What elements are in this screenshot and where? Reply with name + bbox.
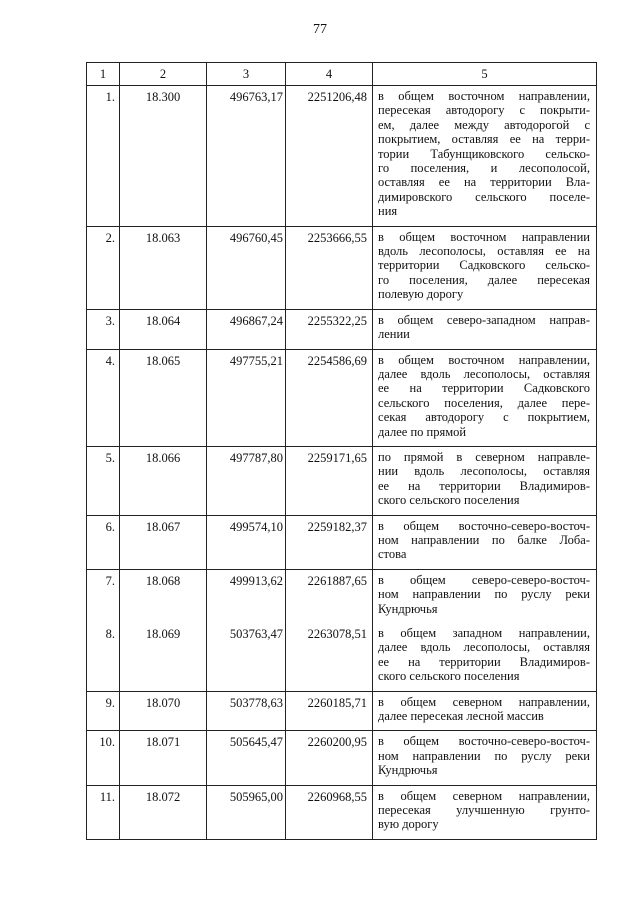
coordinate-y: 2260185,71 (286, 691, 373, 731)
point-id: 18.063 (120, 226, 207, 309)
description-line: секая автодорогу с покрытием, (378, 410, 590, 425)
column-header: 4 (286, 63, 373, 86)
row-number: 6. (87, 515, 120, 569)
table-row (87, 86, 597, 227)
boundary-description (373, 785, 597, 839)
table-row (87, 623, 597, 691)
description-line: пересекая автодорогу с покрыти- (378, 103, 590, 118)
description-line: Кундрючья (378, 763, 438, 778)
coordinate-x: 496760,45 (207, 226, 286, 309)
row-number: 4. (87, 349, 120, 446)
description-line: в общем северо-северо-восточ- (378, 572, 590, 587)
column-header: 2 (120, 63, 207, 86)
description-line: го поселения, и лесополосой, (378, 161, 590, 176)
description-line: в общем северном направлении, (378, 694, 590, 709)
description-line: ского сельского поселения (378, 493, 520, 508)
description-line: Кундрючья (378, 601, 438, 616)
boundary-description-table (86, 62, 597, 840)
table-header-row (87, 63, 597, 86)
table-row (87, 226, 597, 309)
table-row (87, 349, 597, 446)
row-number: 2. (87, 226, 120, 309)
coordinate-y: 2263078,51 (286, 623, 373, 691)
description-line: в общем восточном направлении (378, 229, 590, 244)
description-line: ее на территории Владимиров- (378, 654, 590, 669)
description-line: по прямой в северном направле- (378, 449, 590, 464)
point-id: 18.065 (120, 349, 207, 446)
description-line: в общем восточно-северо-восточ- (378, 734, 590, 749)
point-id: 18.071 (120, 731, 207, 785)
description-line: в общем восточно-северо-восточ- (378, 518, 590, 533)
row-number: 7. (87, 569, 120, 623)
coordinate-x: 496867,24 (207, 309, 286, 349)
description-line: ского сельского поселения (378, 669, 520, 684)
description-line: в общем северном направлении, (378, 788, 590, 803)
coordinate-x: 499913,62 (207, 569, 286, 623)
row-number: 3. (87, 309, 120, 349)
coordinate-y: 2261887,65 (286, 569, 373, 623)
description-line: в общем восточном направлении, (378, 89, 590, 103)
description-line: далее вдоль лесополосы, оставляя (378, 366, 590, 381)
description-line: в общем западном направлении, (378, 626, 590, 640)
coordinate-y: 2259182,37 (286, 515, 373, 569)
description-line: стова (378, 547, 407, 562)
coordinate-x: 496763,17 (207, 86, 286, 227)
coordinate-y: 2259171,65 (286, 446, 373, 515)
description-line: тории Табунщиковского сельско- (378, 146, 590, 161)
boundary-description (373, 691, 597, 731)
description-line: в общем северо-западном направ- (378, 312, 590, 327)
row-number: 10. (87, 731, 120, 785)
coordinate-x: 503778,63 (207, 691, 286, 731)
page-number: 77 (313, 22, 327, 37)
point-id: 18.070 (120, 691, 207, 731)
description-line: го поселения, далее пересекая (378, 272, 590, 287)
row-number: 1. (87, 86, 120, 227)
boundary-description (373, 349, 597, 446)
description-line: полевую дорогу (378, 287, 464, 302)
description-line: вдоль лесополосы, оставляя ее на (378, 244, 590, 259)
point-id: 18.068 (120, 569, 207, 623)
description-line: в общем восточном направлении, (378, 352, 590, 367)
coordinate-x: 503763,47 (207, 623, 286, 691)
table-row (87, 691, 597, 731)
description-line: лении (378, 327, 410, 342)
coordinate-x: 499574,10 (207, 515, 286, 569)
description-line: димировского сельского поселе- (378, 189, 590, 204)
point-id: 18.069 (120, 623, 207, 691)
row-number: 5. (87, 446, 120, 515)
boundary-description (373, 86, 597, 227)
point-id: 18.300 (120, 86, 207, 227)
description-line: вую дорогу (378, 817, 439, 832)
column-header: 5 (373, 63, 597, 86)
table-body (87, 86, 597, 840)
coordinate-y: 2251206,48 (286, 86, 373, 227)
column-header: 1 (87, 63, 120, 86)
description-line: далее вдоль лесополосы, оставляя (378, 640, 590, 655)
coordinate-y: 2254586,69 (286, 349, 373, 446)
coordinate-y: 2255322,25 (286, 309, 373, 349)
row-number: 9. (87, 691, 120, 731)
description-line: территории Садковского сельско- (378, 258, 590, 273)
description-line: нии вдоль лесополосы, оставляя (378, 464, 590, 479)
table-row (87, 309, 597, 349)
table-row (87, 731, 597, 785)
table-row (87, 569, 597, 623)
coordinate-x: 505965,00 (207, 785, 286, 839)
boundary-description (373, 569, 597, 623)
description-line: ном направлении по балке Лоба- (378, 532, 590, 547)
coordinate-x: 497787,80 (207, 446, 286, 515)
boundary-description (373, 623, 597, 691)
point-id: 18.072 (120, 785, 207, 839)
boundary-description (373, 309, 597, 349)
description-line: далее пересекая лесной массив (378, 709, 544, 724)
row-number: 11. (87, 785, 120, 839)
description-line: сельского поселения, далее пере- (378, 395, 590, 410)
description-line: ном направлении по руслу реки (378, 587, 590, 602)
description-line: ее на территории Владимиров- (378, 478, 590, 493)
description-line: оставляя ее на территории Вла- (378, 175, 590, 190)
coordinate-y: 2253666,55 (286, 226, 373, 309)
boundary-description (373, 515, 597, 569)
point-id: 18.067 (120, 515, 207, 569)
row-number: 8. (87, 623, 120, 691)
coordinate-y: 2260200,95 (286, 731, 373, 785)
description-line: далее по прямой (378, 424, 467, 439)
description-line: ее на территории Садковского (378, 381, 590, 396)
coordinate-x: 497755,21 (207, 349, 286, 446)
coordinate-x: 505645,47 (207, 731, 286, 785)
table-row (87, 785, 597, 839)
description-line: ном направлении по руслу реки (378, 748, 590, 763)
point-id: 18.066 (120, 446, 207, 515)
boundary-description (373, 731, 597, 785)
boundary-description (373, 446, 597, 515)
description-line: ем, далее между автодорогой с (378, 117, 590, 132)
description-line: покрытием, оставляя ее на терри- (378, 132, 590, 147)
description-line: пересекая улучшенную грунто- (378, 803, 590, 818)
column-header: 3 (207, 63, 286, 86)
description-line: ния (378, 204, 398, 219)
boundary-description (373, 226, 597, 309)
table-row (87, 515, 597, 569)
coordinate-y: 2260968,55 (286, 785, 373, 839)
table-row (87, 446, 597, 515)
point-id: 18.064 (120, 309, 207, 349)
